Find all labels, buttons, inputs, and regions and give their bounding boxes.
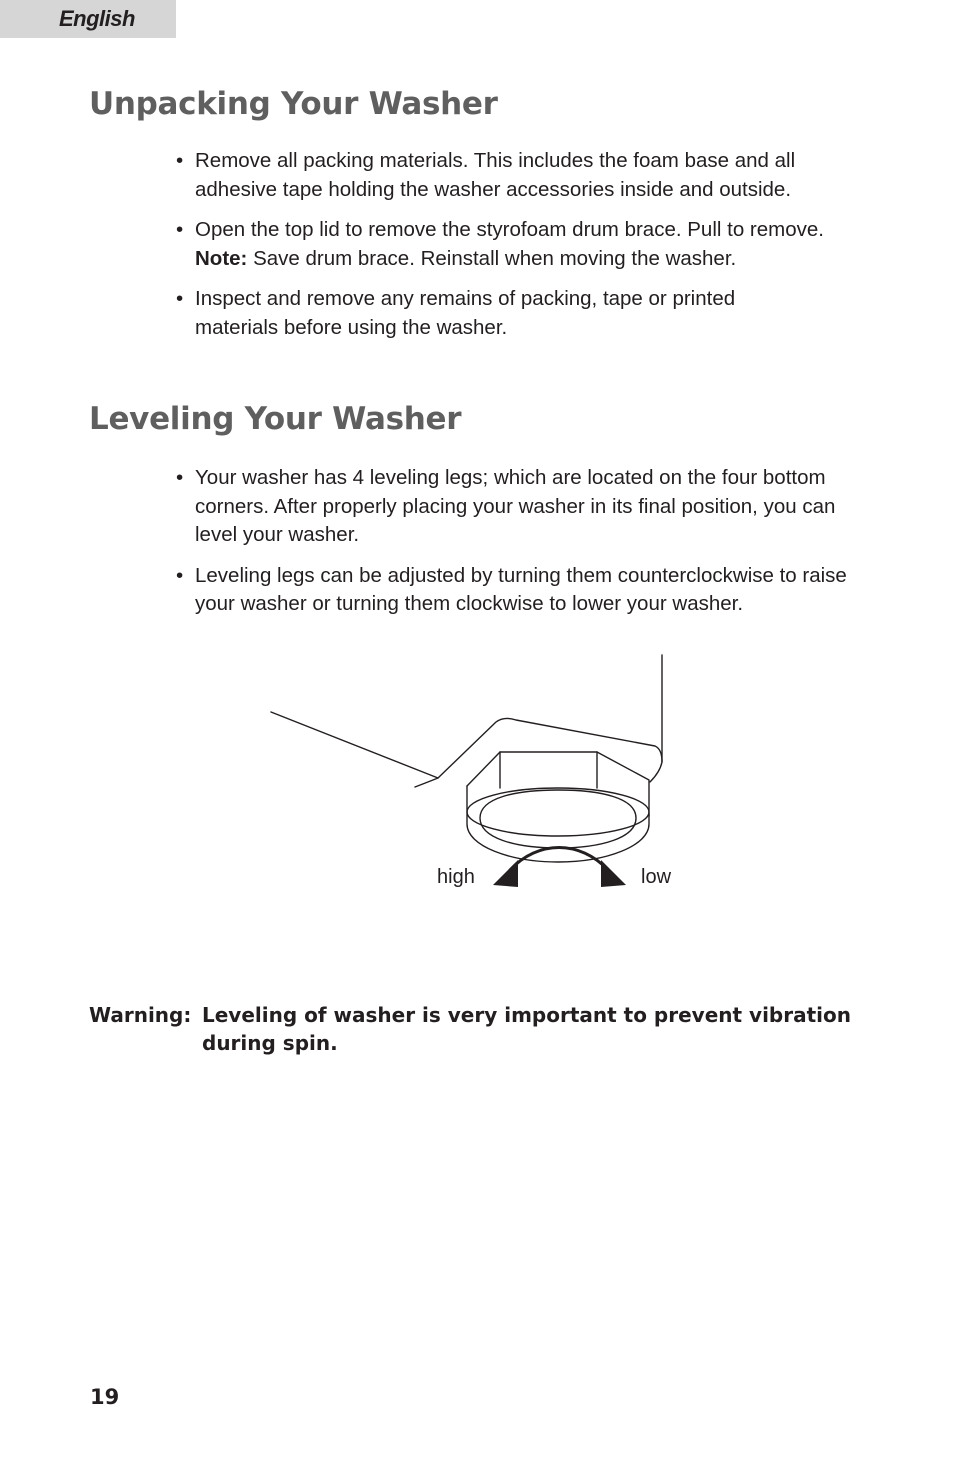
leveling-leg-drawing — [260, 648, 690, 908]
list-item-text: adhesive tape holding the washer accessories inside and outside. — [195, 177, 792, 201]
note-label: Note: — [195, 246, 248, 270]
foot-disc-outer — [467, 786, 649, 862]
arrow-high-icon — [493, 860, 518, 887]
list-item — [176, 216, 876, 273]
warning-text — [202, 1001, 879, 1057]
list-item-text: Your washer has 4 leveling legs; which are located on the four bottom — [195, 466, 826, 489]
bullet-icon: • — [176, 466, 184, 489]
list-item-text: level your washer. — [195, 523, 360, 546]
list-item — [176, 464, 876, 550]
list-item-text: materials before using the washer. — [195, 315, 508, 339]
bullet-icon: • — [176, 149, 184, 172]
bullet-icon: • — [176, 218, 184, 241]
section-title-leveling: Leveling Your Washer — [89, 401, 462, 437]
cabinet-right-edge — [650, 655, 662, 782]
note-line — [195, 245, 876, 274]
leveling-leg-illustration — [260, 648, 690, 908]
list-item-text: corners. After properly placing your washer in its final position, you can — [195, 494, 836, 518]
bullet-icon: • — [176, 287, 184, 310]
cabinet-left-edge — [271, 712, 438, 787]
warning-line: Leveling of washer is very important to prevent vibration — [202, 1003, 852, 1027]
arrow-low-icon — [601, 860, 626, 887]
label-low: low — [641, 866, 672, 888]
list-item — [176, 562, 876, 619]
hex-nut-outline — [467, 752, 649, 816]
language-tab: English — [0, 0, 176, 38]
list-item-text: Open the top lid to remove the styrofoam drum brace. Pull to remove. — [195, 218, 824, 241]
list-item-text: Inspect and remove any remains of packing, tape or printed — [195, 287, 736, 310]
unpacking-instructions-list — [176, 147, 876, 354]
list-item-text: Leveling legs can be adjusted by turning them counterclockwise to raise — [195, 563, 847, 587]
warning-label: Warning: — [89, 1003, 192, 1027]
rotation-arc — [510, 848, 608, 871]
label-high: high — [437, 866, 475, 888]
warning-line: during spin. — [202, 1031, 338, 1055]
note-text: Save drum brace. Reinstall when moving the washer. — [247, 246, 737, 270]
list-item-text: your washer or turning them clockwise to lower your washer. — [195, 592, 744, 615]
bullet-icon: • — [176, 563, 184, 587]
list-item-text: Remove all packing materials. This includes the foam base and all — [195, 149, 796, 172]
section-title-unpacking: Unpacking Your Washer — [89, 86, 498, 122]
foot-disc-top — [467, 788, 649, 836]
list-item — [176, 147, 876, 204]
foot-disc-inner — [480, 790, 636, 848]
leveling-instructions-list — [176, 464, 876, 631]
warning-note — [89, 1001, 879, 1057]
page-number: 19 — [90, 1385, 120, 1409]
list-item — [176, 285, 876, 342]
